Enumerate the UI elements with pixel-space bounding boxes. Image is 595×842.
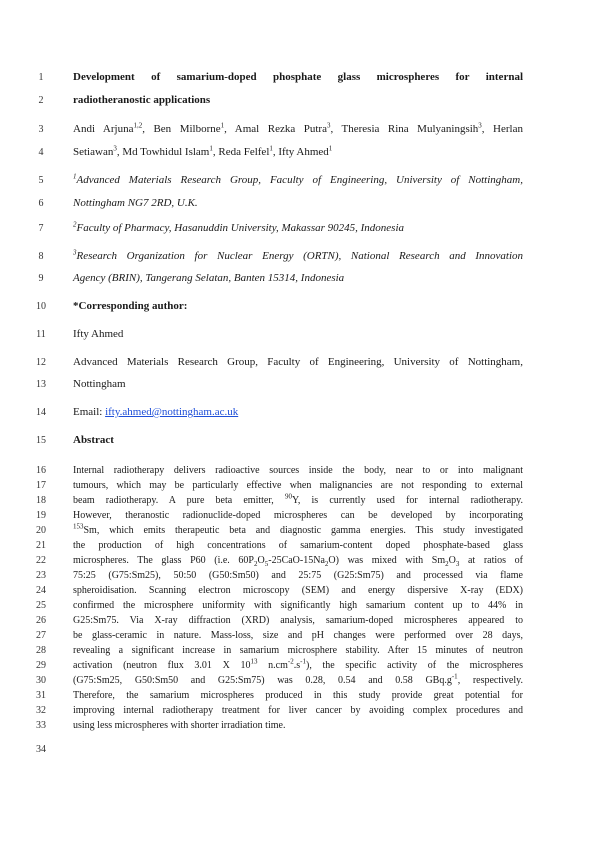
author-name: , Amal Rezka Putra — [224, 123, 327, 135]
line-number: 11 — [36, 329, 46, 340]
author-name: Andi Arjuna — [73, 123, 134, 135]
line-number: 13 — [36, 379, 46, 390]
line-number: 28 — [36, 645, 46, 656]
line-number: 2 — [38, 95, 44, 106]
abstract-line: using less microspheres with shorter irradiation time. — [73, 720, 286, 731]
author-name: , Md Towhidul Islam — [116, 146, 210, 158]
abstract-line: improving internal radiotherapy treatment for liver cancer by avoiding complex procedures and — [73, 705, 523, 716]
affiliation-2: $^2$Faculty of Pharmacy, Hasanuddin University, Makassar 90245, Indonesia — [73, 220, 405, 234]
corresponding-email: Email: ifty.ahmed@nottingham.ac.uk — [73, 406, 239, 418]
line-number: 15 — [36, 435, 46, 446]
line-number: 3 — [38, 124, 44, 135]
line-number: 21 — [36, 540, 46, 551]
line-number: 18 — [36, 495, 46, 506]
author-name: , Theresia Rina Mulyaningsih — [330, 123, 479, 135]
abstract-line: be glass-ceramic in nature. Mass-loss, size and pH changes were performed over 28 days, — [73, 630, 523, 641]
line-number: 1 — [38, 72, 44, 83]
line-number: 10 — [36, 301, 46, 312]
line-number: 27 — [36, 630, 46, 641]
abstract-line: G25:Sm75. Via X-ray diffraction (XRD) analysis, samarium-doped microspheres appeared to — [73, 615, 523, 626]
author-name: , Reda Felfel — [212, 146, 270, 158]
author-name: , Ben Milborne — [142, 123, 221, 135]
abstract-line: 75:25 (G75:Sm25), 50:50 (G50:Sm50) and 25:75 (G25:Sm75) and processed via flame — [73, 570, 523, 581]
affiliation-marker: 3 — [113, 144, 117, 153]
affiliation-marker: 1 — [328, 144, 333, 153]
line-number: 25 — [36, 600, 46, 611]
abstract-line: However, theranostic radionuclide-doped microspheres can be developed by incorporating — [73, 510, 523, 521]
abstract-line: Therefore, the samarium microspheres produced in this study provide great potential for — [73, 690, 523, 701]
affiliation-marker: 3 — [326, 121, 331, 130]
line-number: 23 — [36, 570, 46, 581]
affiliation-marker: 3 — [73, 248, 77, 257]
affiliation-1-line-2: Nottingham NG7 2RD, U.K. — [73, 197, 198, 209]
affiliation-marker: 1 — [269, 144, 273, 153]
abstract-line: tumours, which may be particularly effective when malignancies are not responding to external — [73, 480, 523, 491]
abstract-line: microspheres. The glass P60 (i.e. $60P_2O_5-25CaO-15Na_2O$) was mixed with $Sm_2O_3$ at ratios of — [73, 555, 524, 568]
affiliation-marker: 3 — [478, 121, 482, 130]
line-number: 14 — [36, 407, 46, 418]
affiliation-marker: 2 — [73, 220, 77, 229]
abstract-line: beam radiotherapy. A pure beta emitter, $^{90}$Y, is currently used for internal radiotherapy. — [73, 492, 523, 506]
line-number: 12 — [36, 357, 46, 368]
abstract-line: revealing a significant increase in samarium microsphere stability. After 15 minutes of neutron — [73, 645, 523, 656]
affiliation-marker: 1 — [209, 144, 213, 153]
author-name: , Ifty Ahmed — [272, 146, 329, 158]
affiliation-marker: 1 — [73, 172, 77, 181]
corresponding-author-name: Ifty Ahmed — [73, 328, 124, 340]
line-number: 19 — [36, 510, 46, 521]
corresponding-address-line-2: Nottingham — [73, 378, 126, 390]
author-name: Setiawan — [73, 146, 114, 158]
paper-title-line-1: Development of samarium-doped phosphate glass microspheres for internal — [73, 71, 523, 83]
abstract-line: confirmed the microsphere uniformity with significantly high samarium content up to 44% in — [73, 600, 523, 611]
affiliation-3-line-1: $^3$Research Organization for Nuclear Energy (ORTN), National Research and Innovation — [73, 248, 523, 262]
line-number: 17 — [36, 480, 46, 491]
abstract-heading: Abstract — [73, 434, 114, 446]
paper-title-line-2: radiotheranostic applications — [73, 94, 211, 106]
affiliation-marker: 1,2 — [133, 121, 143, 130]
author-list-line-2 — [73, 146, 523, 159]
line-number: 7 — [38, 223, 44, 234]
affiliation-3-line-2: Agency (BRIN), Tangerang Selatan, Banten 15314, Indonesia — [73, 272, 345, 284]
author-list-line-1 — [73, 123, 523, 136]
author-name: , Herlan — [481, 123, 523, 135]
line-number: 29 — [36, 660, 46, 671]
line-number: 9 — [38, 273, 44, 284]
line-number: 32 — [36, 705, 46, 716]
affiliation-1-line-1: $^1$Advanced Materials Research Group, Faculty of Engineering, University of Nottingham, — [73, 172, 523, 186]
corresponding-address-line-1: Advanced Materials Research Group, Faculty of Engineering, University of Nottingham, — [73, 356, 523, 368]
abstract-line: the production of high concentrations of samarium-content doped phosphate-based glass — [73, 540, 523, 551]
line-number: 31 — [36, 690, 46, 701]
line-number: 26 — [36, 615, 46, 626]
abstract-line: Internal radiotherapy delivers radioactive sources inside the body, near to or into malignant — [73, 465, 523, 476]
line-number: 6 — [38, 198, 44, 209]
abstract-line: activation (neutron flux 3.01 X $10^{13}$ $n.cm^{-2}.s^{-1}$), the specific activity of the microspheres — [73, 657, 524, 671]
line-number: 30 — [36, 675, 46, 686]
line-number: 33 — [36, 720, 46, 731]
abstract-line: (G75:Sm25, G50:Sm50 and G25:Sm75) was 0.28, 0.54 and 0.58 $GBq.g^{-1}$, respectively. — [73, 672, 523, 686]
abstract-line: $^{153}$Sm, which emits therapeutic beta and diagnostic gamma energies. This study investigated — [73, 522, 523, 536]
line-number: 4 — [38, 147, 44, 158]
line-number: 20 — [36, 525, 46, 536]
corresponding-author-heading: *Corresponding author: — [73, 300, 188, 312]
line-number: 8 — [38, 251, 44, 262]
line-number: 5 — [38, 175, 44, 186]
line-number: 16 — [36, 465, 46, 476]
line-number: 24 — [36, 585, 46, 596]
line-number: 22 — [36, 555, 46, 566]
email-link[interactable]: ifty.ahmed@nottingham.ac.uk — [105, 406, 239, 418]
affiliation-marker: 1 — [220, 121, 225, 130]
line-number: 34 — [36, 744, 46, 755]
abstract-line: spheroidisation. Scanning electron microscopy (SEM) and energy dispersive X-ray (EDX) — [73, 585, 523, 596]
